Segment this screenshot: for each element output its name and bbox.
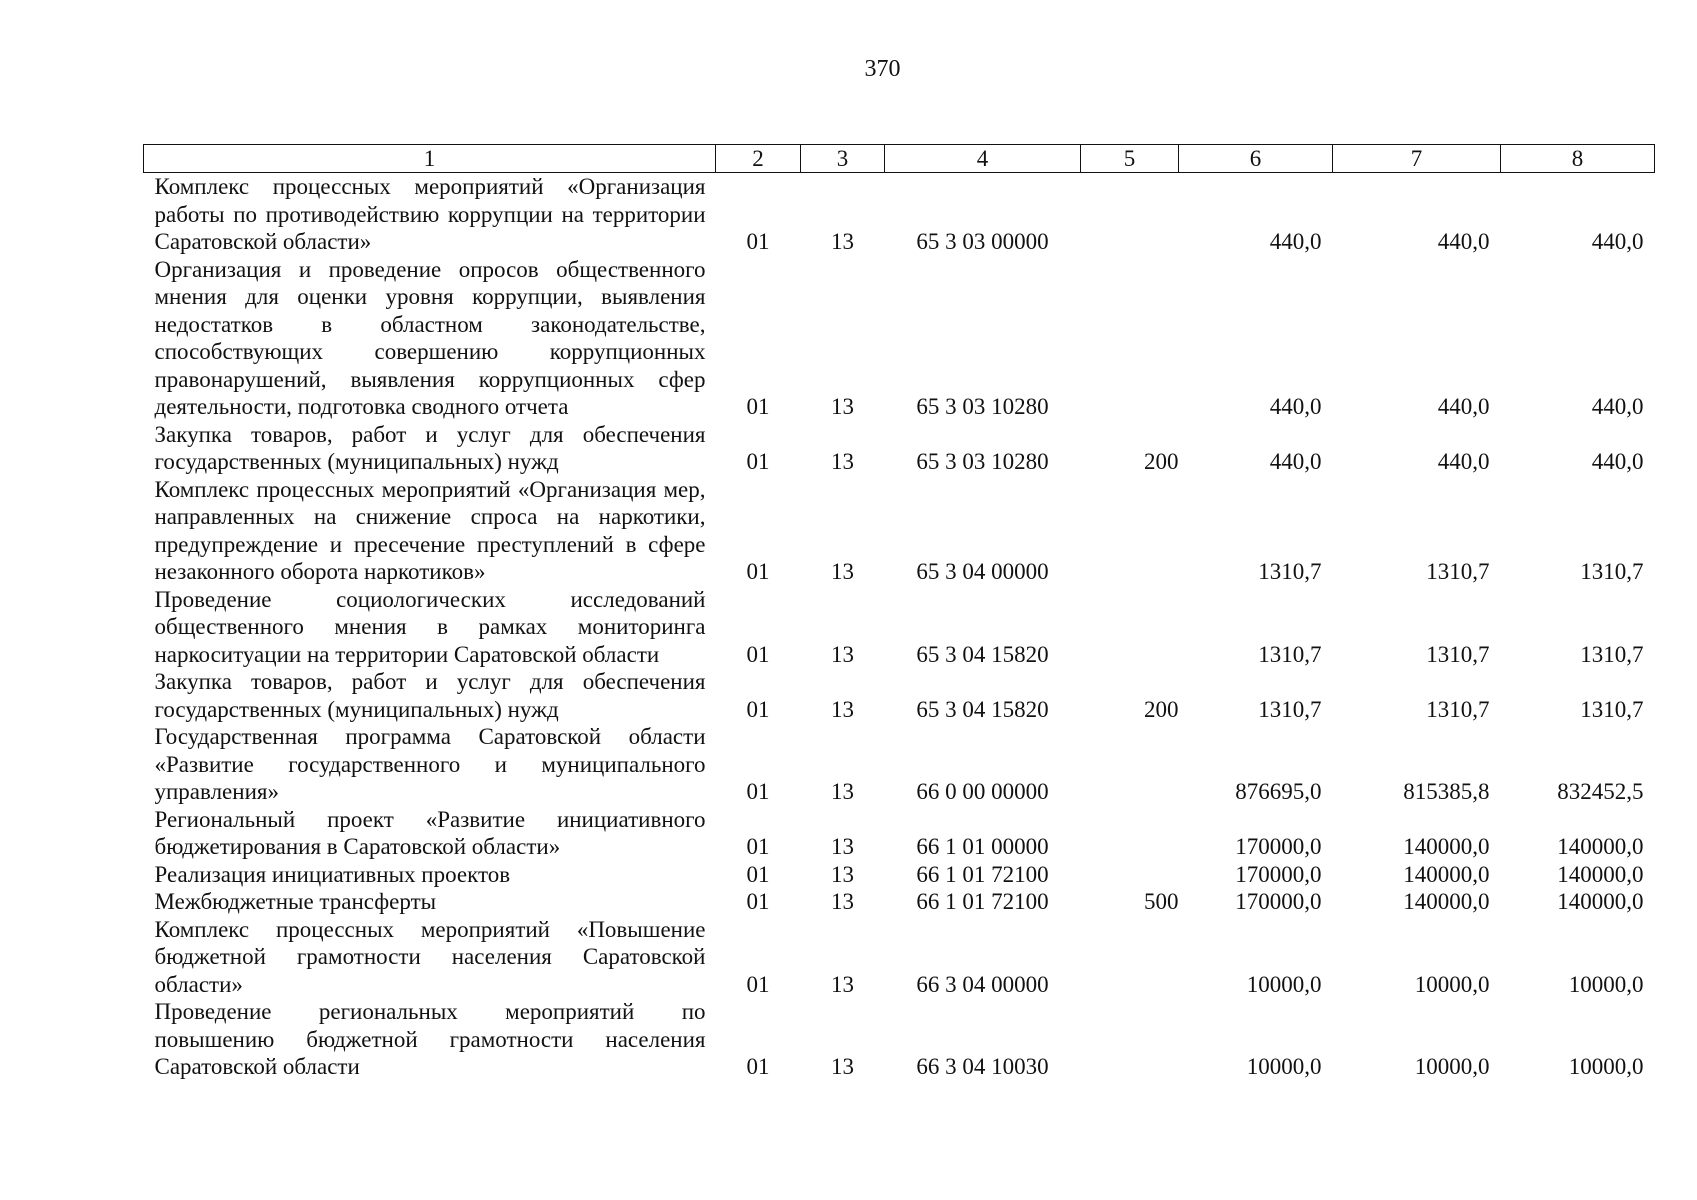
expense-type-code xyxy=(1081,916,1179,999)
section-code: 01 xyxy=(746,889,770,914)
amount-year-2: 140000,0 xyxy=(1403,834,1490,859)
target-article-code: 65 3 04 15820 xyxy=(916,641,1049,667)
table-row xyxy=(144,806,1655,861)
section-code: 01 xyxy=(746,229,770,254)
subsection-code: 13 xyxy=(831,449,854,474)
amount-year-2: 440,0 xyxy=(1437,229,1490,254)
amount-year-3: 440,0 xyxy=(1591,394,1644,419)
header-row xyxy=(144,145,1655,173)
subsection-code: 13 xyxy=(831,861,854,887)
amount-year-2: 140000,0 xyxy=(1403,889,1490,914)
item-name: Комплекс процессных мероприятий «Повышение бюджетной грамотности населения Саратовской области» xyxy=(154,916,706,997)
column-header: 7 xyxy=(1333,145,1501,173)
amount-year-1: 170000,0 xyxy=(1235,889,1322,914)
item-name: Реализация инициативных проектов xyxy=(154,861,511,887)
target-article-code: 65 3 03 00000 xyxy=(916,229,1049,254)
subsection-code: 13 xyxy=(831,834,854,859)
amount-year-3: 10000,0 xyxy=(1568,1054,1644,1079)
amount-year-1: 440,0 xyxy=(1269,449,1322,474)
column-header: 6 xyxy=(1179,145,1333,173)
amount-year-2: 1310,7 xyxy=(1426,696,1490,722)
amount-year-1: 876695,0 xyxy=(1235,779,1322,804)
expense-type-code: 500 xyxy=(1144,889,1179,914)
amount-year-1: 1310,7 xyxy=(1258,559,1322,584)
section-code: 01 xyxy=(746,641,770,667)
table-row xyxy=(144,173,1655,256)
amount-year-3: 140000,0 xyxy=(1557,861,1644,887)
expense-type-code xyxy=(1081,256,1179,421)
target-article-code: 65 3 04 15820 xyxy=(916,696,1049,722)
amount-year-1: 440,0 xyxy=(1269,394,1322,419)
table-row xyxy=(144,861,1655,889)
subsection-code: 13 xyxy=(831,889,854,914)
column-header: 3 xyxy=(801,145,885,173)
column-header: 2 xyxy=(716,145,801,173)
expense-type-code xyxy=(1081,476,1179,586)
amount-year-3: 140000,0 xyxy=(1557,889,1644,914)
item-name: Проведение региональных мероприятий по повышению бюджетной грамотности населения Саратовской области xyxy=(154,999,706,1079)
table-row xyxy=(144,421,1655,476)
target-article-code: 66 0 00 00000 xyxy=(916,779,1049,804)
subsection-code: 13 xyxy=(831,559,854,584)
expense-type-code xyxy=(1081,586,1179,669)
section-code: 01 xyxy=(746,779,770,804)
amount-year-2: 10000,0 xyxy=(1414,971,1490,997)
expense-type-code xyxy=(1081,806,1179,861)
page-number: 370 xyxy=(864,56,901,82)
expense-type-code xyxy=(1081,723,1179,806)
table-body xyxy=(144,173,1655,1081)
table-row xyxy=(144,998,1655,1081)
section-code: 01 xyxy=(746,394,770,419)
amount-year-1: 1310,7 xyxy=(1258,641,1322,667)
item-name: Межбюджетные трансферты xyxy=(154,889,437,914)
item-name: Комплекс процессных мероприятий «Организация работы по противодействию коррупции на территории Саратовской области» xyxy=(154,174,706,254)
expense-type-code xyxy=(1081,173,1179,256)
item-name: Закупка товаров, работ и услуг для обеспечения государственных (муниципальных) нужд xyxy=(154,669,706,722)
section-code: 01 xyxy=(746,971,770,997)
amount-year-2: 1310,7 xyxy=(1426,641,1490,667)
target-article-code: 65 3 03 10280 xyxy=(916,449,1049,474)
amount-year-3: 1310,7 xyxy=(1580,696,1644,722)
target-article-code: 66 3 04 00000 xyxy=(916,971,1049,997)
section-code: 01 xyxy=(746,559,770,584)
expense-type-code: 200 xyxy=(1144,449,1179,474)
target-article-code: 66 1 01 00000 xyxy=(916,834,1049,859)
item-name: Организация и проведение опросов общественного мнения для оценки уровня коррупции, выявления недостатков в областном законодательстве, способствующих совершению коррупционных правонарушений, выявления коррупционных сфер деятельности, подготовка сводного отчета xyxy=(154,256,706,419)
amount-year-3: 440,0 xyxy=(1591,449,1644,474)
amount-year-1: 10000,0 xyxy=(1246,971,1322,997)
amount-year-2: 1310,7 xyxy=(1426,559,1490,584)
item-name: Государственная программа Саратовской области «Развитие государственного и муниципального управления» xyxy=(154,724,706,804)
amount-year-1: 440,0 xyxy=(1269,229,1322,254)
section-code: 01 xyxy=(746,834,770,859)
column-header: 8 xyxy=(1501,145,1655,173)
table-row xyxy=(144,723,1655,806)
subsection-code: 13 xyxy=(831,1054,854,1079)
table-row xyxy=(144,476,1655,586)
amount-year-1: 1310,7 xyxy=(1258,696,1322,722)
amount-year-2: 440,0 xyxy=(1437,394,1490,419)
target-article-code: 66 1 01 72100 xyxy=(916,861,1049,887)
table-row xyxy=(144,916,1655,999)
amount-year-3: 1310,7 xyxy=(1580,641,1644,667)
item-name: Региональный проект «Развитие инициативного бюджетирования в Саратовской области» xyxy=(154,806,706,859)
expense-type-code xyxy=(1081,998,1179,1081)
target-article-code: 65 3 03 10280 xyxy=(916,394,1049,419)
amount-year-3: 832452,5 xyxy=(1557,779,1644,804)
amount-year-3: 1310,7 xyxy=(1580,559,1644,584)
table-row xyxy=(144,668,1655,723)
section-code: 01 xyxy=(746,696,770,722)
section-code: 01 xyxy=(746,449,770,474)
item-name: Комплекс процессных мероприятий «Организация мер, направленных на снижение спроса на наркотики, предупреждение и пресечение преступлений в сфере незаконного оборота наркотиков» xyxy=(154,476,706,584)
column-header: 1 xyxy=(144,145,716,173)
amount-year-2: 815385,8 xyxy=(1403,779,1490,804)
amount-year-1: 170000,0 xyxy=(1235,861,1322,887)
subsection-code: 13 xyxy=(831,971,854,997)
amount-year-2: 10000,0 xyxy=(1414,1054,1490,1079)
table-row xyxy=(144,586,1655,669)
item-name: Проведение социологических исследований общественного мнения в рамках мониторинга наркоситуации на территории Саратовской области xyxy=(154,586,706,667)
amount-year-2: 140000,0 xyxy=(1403,861,1490,887)
subsection-code: 13 xyxy=(831,779,854,804)
amount-year-3: 140000,0 xyxy=(1557,834,1644,859)
amount-year-3: 10000,0 xyxy=(1568,971,1644,997)
table-header xyxy=(144,145,1655,173)
budget-table xyxy=(143,144,1655,1081)
target-article-code: 65 3 04 00000 xyxy=(916,559,1049,584)
subsection-code: 13 xyxy=(831,696,854,722)
amount-year-1: 10000,0 xyxy=(1246,1054,1322,1079)
column-header: 5 xyxy=(1081,145,1179,173)
table-row xyxy=(144,256,1655,421)
section-code: 01 xyxy=(746,861,770,887)
subsection-code: 13 xyxy=(831,229,854,254)
expense-type-code: 200 xyxy=(1144,696,1179,722)
target-article-code: 66 3 04 10030 xyxy=(916,1054,1049,1079)
table-row xyxy=(144,888,1655,916)
amount-year-3: 440,0 xyxy=(1591,229,1644,254)
section-code: 01 xyxy=(746,1054,770,1079)
item-name: Закупка товаров, работ и услуг для обеспечения государственных (муниципальных) нужд xyxy=(154,421,706,474)
column-header: 4 xyxy=(885,145,1081,173)
amount-year-1: 170000,0 xyxy=(1235,834,1322,859)
amount-year-2: 440,0 xyxy=(1437,449,1490,474)
expense-type-code xyxy=(1081,861,1179,889)
target-article-code: 66 1 01 72100 xyxy=(916,889,1049,914)
subsection-code: 13 xyxy=(831,394,854,419)
subsection-code: 13 xyxy=(831,641,854,667)
